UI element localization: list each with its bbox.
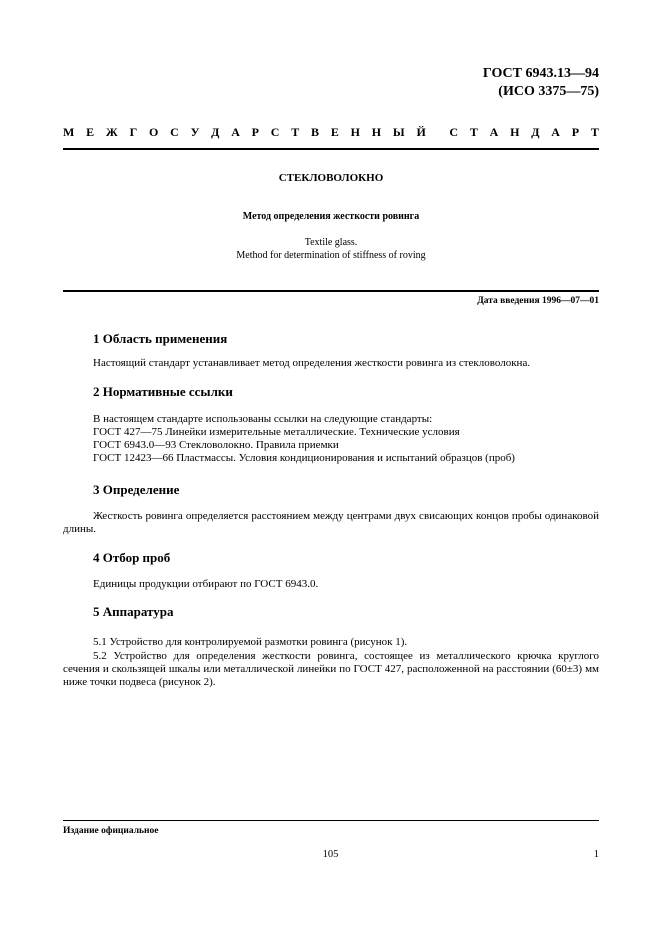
banner-letter: В xyxy=(311,125,320,139)
banner-letter: Н xyxy=(510,125,520,139)
section-5-heading: 5 Аппаратура xyxy=(93,604,174,619)
banner-letter: О xyxy=(148,125,159,139)
banner-letter: Д xyxy=(211,125,220,139)
header-divider xyxy=(63,148,599,150)
section-4-heading: 4 Отбор проб xyxy=(93,550,171,565)
edition-label: Издание официальное xyxy=(63,826,159,836)
banner-letter: У xyxy=(190,125,200,139)
banner-letter: Д xyxy=(531,125,540,139)
banner-letter: Т xyxy=(590,125,599,139)
banner-letter: С xyxy=(270,125,280,139)
banner-letter: А xyxy=(489,125,499,139)
intro-date: Дата введения 1996—07—01 xyxy=(477,296,599,306)
gost-number: ГОСТ 6943.13—94 xyxy=(482,66,599,81)
english-title-line2: Method for determination of stiffness of roving xyxy=(236,250,426,261)
page-number-right: 1 xyxy=(593,849,599,860)
standard-type-banner xyxy=(63,125,599,139)
banner-letter: Р xyxy=(251,125,259,139)
footer-divider xyxy=(63,820,599,821)
banner-letter: А xyxy=(551,125,560,139)
section-3-text: Жесткость ровинга определяется расстоянием между центрами двух свисающих концов пробы одинаковой длины. xyxy=(63,510,599,535)
document-subtitle: Метод определения жесткости ровинга xyxy=(242,211,420,222)
section-3-heading: 3 Определение xyxy=(93,482,180,497)
reference-line: ГОСТ 6943.0—93 Стекловолокно. Правила приемки xyxy=(93,439,339,451)
banner-letter: М xyxy=(63,125,75,139)
banner-letter: Ы xyxy=(392,125,405,139)
section-2-heading: 2 Нормативные ссылки xyxy=(93,384,233,399)
banner-letter: Н xyxy=(371,125,382,139)
document-title: СТЕКЛОВОЛОКНО xyxy=(278,172,384,184)
reference-intro: В настоящем стандарте использованы ссылки на следующие стандарты: xyxy=(93,413,433,425)
banner-letter: Н xyxy=(350,125,360,139)
page-number: 105 xyxy=(322,849,339,860)
banner-letter: Ж xyxy=(105,125,118,139)
section-5-item-2: 5.2 Устройство для определения жесткости ровинга, состоящее из металлического крючка круглого сечения и скользящей шкалы или металлической линейки по ГОСТ 427, расположенной на расстоянии (60±3) мм ниже точки подвеса (рисунок 2). xyxy=(63,650,599,688)
section-1-text: Настоящий стандарт устанавливает метод определения жесткости ровинга из стекловолокна. xyxy=(93,357,531,369)
banner-letter: Т xyxy=(291,125,300,139)
english-title-line1: Textile glass. xyxy=(304,237,358,248)
banner-letter: Е xyxy=(330,125,339,139)
title-divider xyxy=(63,290,599,292)
banner-letter: Е xyxy=(86,125,95,139)
section-5-item-1: 5.1 Устройство для контролируемой размотки ровинга (рисунок 1). xyxy=(93,636,408,648)
iso-number: (ИСО 3375—75) xyxy=(498,84,599,99)
banner-letter: Й xyxy=(416,125,426,139)
banner-letter: Т xyxy=(469,125,478,139)
reference-line: ГОСТ 12423—66 Пластмассы. Условия кондиционирования и испытаний образцов (проб) xyxy=(93,452,515,464)
banner-letter: С xyxy=(170,125,179,139)
section-2-references xyxy=(93,413,599,465)
banner-letter: С xyxy=(449,125,459,139)
reference-line: ГОСТ 427—75 Линейки измерительные металлические. Технические условия xyxy=(93,426,460,438)
section-1-heading: 1 Область применения xyxy=(93,331,228,346)
banner-letter: Г xyxy=(129,125,138,139)
section-4-text: Единицы продукции отбирают по ГОСТ 6943.0. xyxy=(93,578,319,590)
banner-letter: А xyxy=(231,125,240,139)
english-title xyxy=(63,236,599,262)
banner-letter: Р xyxy=(571,125,580,139)
